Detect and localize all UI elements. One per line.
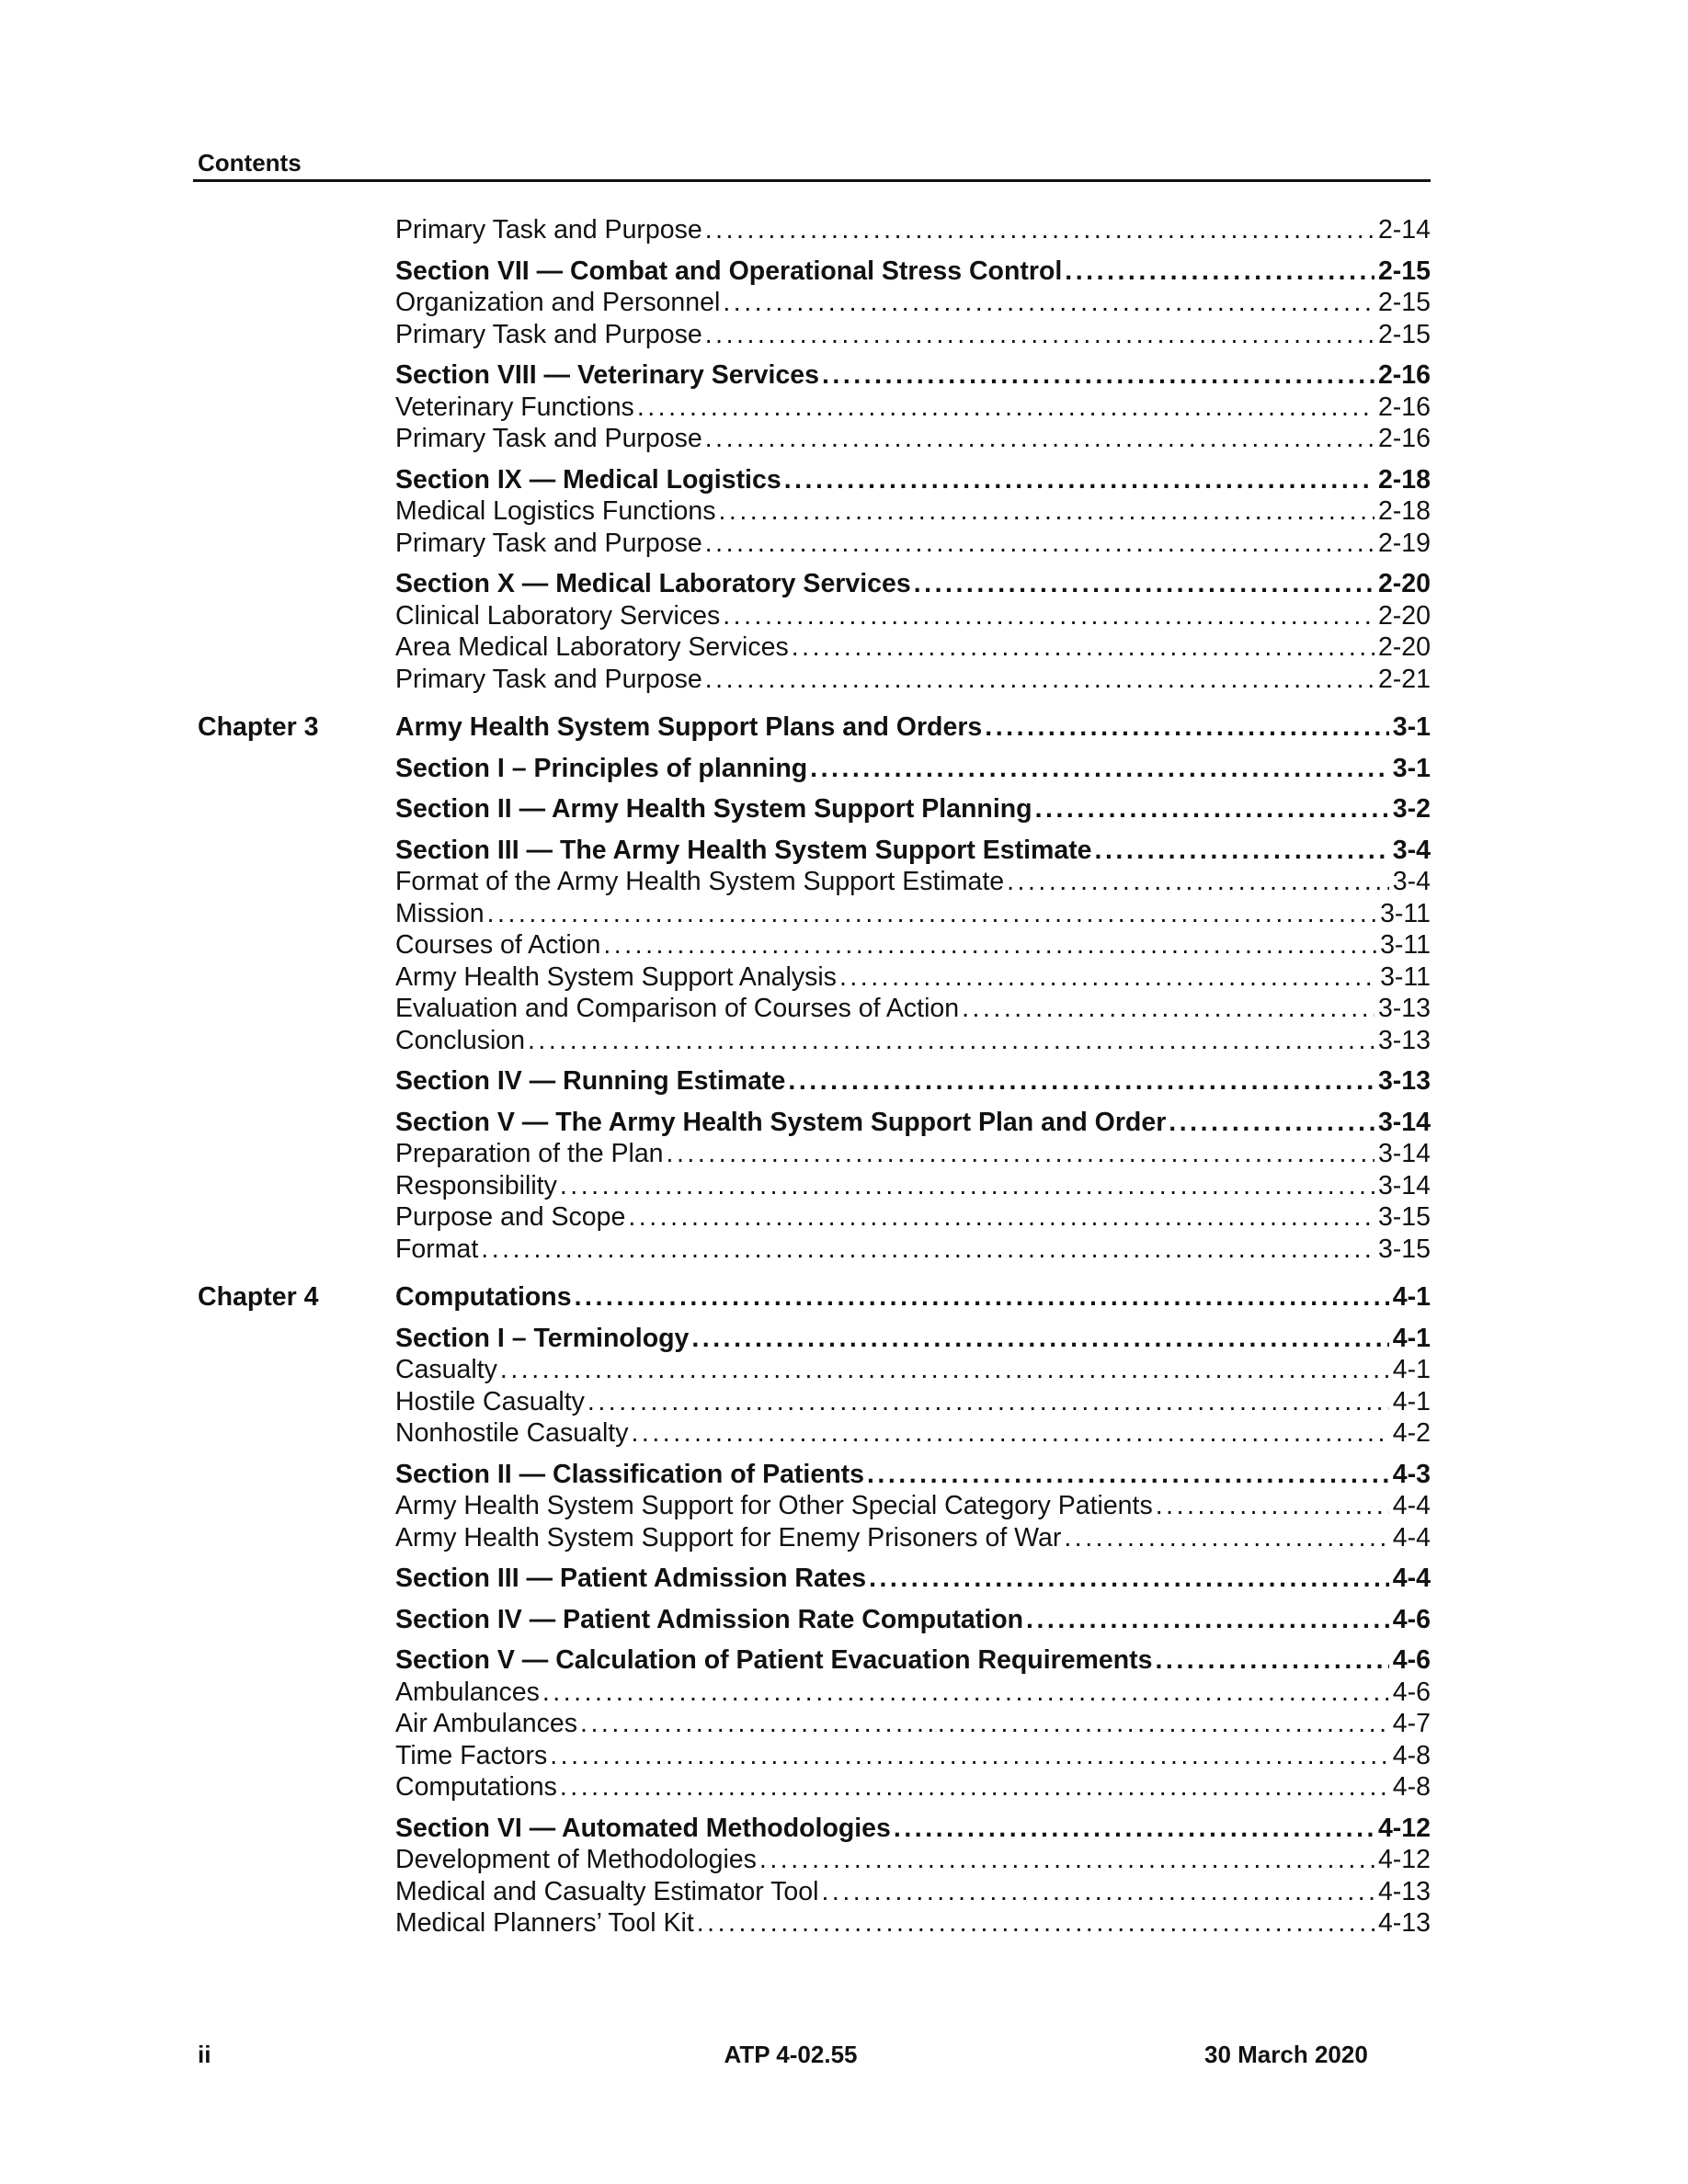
dot-leader [810, 753, 1389, 785]
table-of-contents [0, 214, 1688, 1939]
toc-entry-title: Responsibility [395, 1170, 557, 1200]
toc-entry[interactable] [395, 528, 1431, 560]
dot-leader [1095, 835, 1389, 867]
toc-entry-title: Mission [395, 898, 485, 928]
toc-section-block [0, 1323, 1688, 1450]
toc-entry-title: Computations [395, 1772, 557, 1802]
toc-entry-page: 3-4 [1392, 867, 1431, 896]
toc-entry-page: 2-20 [1377, 632, 1431, 662]
toc-section-block [0, 835, 1688, 1057]
dot-leader [705, 664, 1374, 696]
toc-heading-entry[interactable] [395, 1563, 1431, 1595]
toc-entry-page: 4-8 [1392, 1772, 1431, 1802]
toc-chapter-block [0, 1281, 1688, 1314]
toc-entry-title: Veterinary Functions [395, 392, 634, 422]
toc-entry-page: 3-11 [1380, 930, 1431, 960]
toc-entry-page: 3-1 [1392, 753, 1431, 783]
toc-entry-page: 4-7 [1392, 1709, 1431, 1738]
toc-entry-page: 2-15 [1377, 319, 1431, 349]
toc-entry-title: Section X — Medical Laboratory Services [395, 569, 911, 598]
dot-leader [542, 1677, 1389, 1709]
toc-entry[interactable] [395, 961, 1431, 994]
toc-entry-title: Courses of Action [395, 930, 601, 960]
dot-leader [914, 568, 1374, 600]
toc-entry-title: Section IV — Running Estimate [395, 1066, 786, 1096]
toc-entry-title: Section VIII — Veterinary Services [395, 360, 819, 390]
toc-entry-title: Hostile Casualty [395, 1386, 585, 1416]
dot-leader [487, 898, 1376, 930]
page-header-title: Contents [198, 149, 302, 176]
toc-section-block [0, 793, 1688, 825]
dot-leader [705, 214, 1374, 246]
toc-entry-page: 4-4 [1392, 1564, 1431, 1593]
toc-heading-entry[interactable] [395, 1281, 1431, 1314]
toc-heading-entry[interactable] [395, 793, 1431, 825]
toc-heading-entry[interactable] [395, 1813, 1431, 1845]
toc-entry-page: 2-19 [1377, 528, 1431, 558]
dot-leader [560, 1771, 1389, 1803]
toc-heading-entry[interactable] [395, 1107, 1431, 1139]
toc-entry-page: 4-4 [1392, 1491, 1431, 1520]
toc-entry-page: 2-18 [1377, 464, 1431, 495]
chapter-label: Chapter 4 [198, 1282, 319, 1312]
toc-section-block [0, 256, 1688, 351]
toc-entry-title: Section VI — Automated Methodologies [395, 1813, 891, 1843]
toc-entry-page: 3-14 [1377, 1170, 1431, 1200]
toc-section-block [0, 1813, 1688, 1939]
dot-leader [631, 1417, 1388, 1450]
toc-entry[interactable] [395, 1354, 1431, 1386]
toc-entry-page: 4-13 [1377, 1908, 1431, 1938]
toc-entry[interactable] [395, 1490, 1431, 1522]
toc-entry[interactable] [395, 1844, 1431, 1876]
toc-heading-entry[interactable] [395, 1323, 1431, 1355]
dot-leader [603, 929, 1376, 961]
dot-leader [784, 464, 1374, 496]
toc-entry-title: Computations [395, 1282, 572, 1312]
toc-entry[interactable] [395, 214, 1431, 246]
toc-entry[interactable] [395, 600, 1431, 632]
toc-entry[interactable] [395, 1907, 1431, 1939]
toc-entry[interactable] [395, 1234, 1431, 1266]
toc-entry[interactable] [395, 1417, 1431, 1450]
toc-entry[interactable] [395, 1771, 1431, 1803]
toc-heading-entry[interactable] [395, 1459, 1431, 1491]
toc-entry-page: 2-21 [1377, 664, 1431, 694]
toc-entry-title: Medical Logistics Functions [395, 496, 716, 526]
dot-leader [985, 711, 1389, 744]
toc-entry-title: Army Health System Support for Enemy Prisoners of War [395, 1522, 1062, 1553]
toc-entry-page: 3-11 [1380, 961, 1431, 992]
footer-publication: ATP 4-02.55 [724, 2041, 858, 2068]
toc-heading-entry[interactable] [395, 256, 1431, 288]
toc-entry[interactable] [395, 1708, 1431, 1740]
toc-entry-title: Medical Planners’ Tool Kit [395, 1908, 694, 1938]
dot-leader [637, 392, 1374, 424]
toc-entry-title: Section I – Terminology [395, 1323, 690, 1353]
dot-leader [719, 495, 1374, 528]
toc-entry[interactable] [395, 631, 1431, 664]
toc-entry-page: 2-15 [1377, 256, 1431, 286]
toc-entry-page: 4-12 [1377, 1845, 1431, 1874]
toc-entry-page: 3-14 [1377, 1107, 1431, 1137]
dot-leader [759, 1844, 1374, 1876]
toc-section-block [0, 214, 1688, 246]
toc-entry-title: Primary Task and Purpose [395, 664, 702, 694]
toc-section-block [0, 568, 1688, 695]
toc-entry-title: Development of Methodologies [395, 1845, 757, 1874]
dot-leader [1156, 1644, 1389, 1677]
toc-entry-page: 4-12 [1377, 1813, 1431, 1843]
toc-entry-page: 4-13 [1377, 1876, 1431, 1906]
toc-entry[interactable] [395, 392, 1431, 424]
toc-entry-page: 3-2 [1392, 794, 1431, 824]
toc-entry-title: Section IX — Medical Logistics [395, 464, 781, 495]
dot-leader [839, 961, 1376, 994]
toc-entry[interactable] [395, 495, 1431, 528]
toc-entry-page: 2-18 [1377, 496, 1431, 526]
dot-leader [587, 1386, 1389, 1418]
toc-entry-page: 4-8 [1392, 1740, 1431, 1770]
dot-leader [723, 600, 1374, 632]
toc-entry-page: 3-15 [1377, 1202, 1431, 1232]
header-rule [193, 179, 1431, 182]
toc-section-block [0, 1644, 1688, 1803]
toc-entry-page: 4-1 [1392, 1355, 1431, 1384]
toc-entry-title: Section II — Classification of Patients [395, 1459, 864, 1489]
toc-entry-page: 3-15 [1377, 1234, 1431, 1264]
dot-leader [788, 1065, 1374, 1098]
dot-leader [1169, 1107, 1374, 1139]
dot-leader [962, 993, 1374, 1025]
toc-entry-page: 2-15 [1377, 288, 1431, 317]
toc-entry-page: 2-16 [1377, 360, 1431, 390]
toc-entry-title: Air Ambulances [395, 1709, 578, 1738]
toc-heading-entry[interactable] [395, 568, 1431, 600]
toc-entry-title: Clinical Laboratory Services [395, 600, 721, 631]
toc-entry[interactable] [395, 1386, 1431, 1418]
toc-entry-title: Time Factors [395, 1740, 548, 1770]
footer-page-number: ii [198, 2041, 211, 2068]
toc-entry[interactable] [395, 1740, 1431, 1772]
toc-heading-entry[interactable] [395, 464, 1431, 496]
toc-entry-page: 4-2 [1392, 1418, 1431, 1448]
toc-section-block [0, 1065, 1688, 1098]
toc-entry-title: Section III — Patient Admission Rates [395, 1564, 867, 1593]
dot-leader [867, 1459, 1389, 1491]
toc-entry-page: 3-13 [1377, 1066, 1431, 1096]
dot-leader [528, 1025, 1374, 1057]
toc-entry[interactable] [395, 1201, 1431, 1234]
toc-entry-page: 3-1 [1392, 712, 1431, 742]
toc-entry-title: Primary Task and Purpose [395, 215, 702, 245]
toc-entry-title: Army Health System Support Plans and Orders [395, 712, 983, 742]
toc-entry-page: 2-16 [1377, 392, 1431, 422]
dot-leader [705, 423, 1374, 455]
toc-entry-page: 4-1 [1392, 1282, 1431, 1312]
toc-entry-page: 3-14 [1377, 1139, 1431, 1168]
dot-leader [1035, 793, 1389, 825]
dot-leader [481, 1234, 1374, 1266]
toc-entry-page: 3-4 [1392, 835, 1431, 865]
footer-date: 30 March 2020 [1204, 2041, 1368, 2068]
dot-leader [705, 528, 1374, 560]
toc-entry-title: Nonhostile Casualty [395, 1418, 629, 1448]
toc-entry-title: Medical and Casualty Estimator Tool [395, 1876, 819, 1906]
dot-leader [723, 287, 1374, 319]
toc-entry-page: 3-11 [1380, 898, 1431, 928]
toc-entry-title: Army Health System Support Analysis [395, 961, 837, 992]
toc-heading-entry[interactable] [395, 835, 1431, 867]
toc-entry[interactable] [395, 664, 1431, 696]
dot-leader [550, 1740, 1389, 1772]
toc-entry[interactable] [395, 993, 1431, 1025]
toc-entry[interactable] [395, 1138, 1431, 1170]
dot-leader [691, 1323, 1388, 1355]
dot-leader [697, 1907, 1374, 1939]
toc-entry-title: Area Medical Laboratory Services [395, 632, 789, 662]
toc-entry-page: 4-3 [1392, 1459, 1431, 1489]
toc-heading-entry[interactable] [395, 359, 1431, 392]
toc-section-block [0, 1604, 1688, 1636]
toc-entry[interactable] [395, 1170, 1431, 1202]
toc-entry-page: 4-4 [1392, 1522, 1431, 1553]
toc-entry-title: Format of the Army Health System Support Estimate [395, 867, 1005, 896]
toc-heading-entry[interactable] [395, 711, 1431, 744]
toc-entry[interactable] [395, 287, 1431, 319]
toc-entry[interactable] [395, 1522, 1431, 1554]
dot-leader [1026, 1604, 1389, 1636]
toc-heading-entry[interactable] [395, 1604, 1431, 1636]
toc-entry-page: 2-20 [1377, 569, 1431, 598]
toc-entry-title: Section I – Principles of planning [395, 753, 808, 783]
toc-chapter-block [0, 711, 1688, 744]
toc-entry-page: 2-16 [1377, 424, 1431, 453]
toc-heading-entry[interactable] [395, 1644, 1431, 1677]
dot-leader [575, 1281, 1389, 1314]
toc-entry-title: Evaluation and Comparison of Courses of Action [395, 994, 960, 1023]
dot-leader [792, 631, 1374, 664]
toc-entry-title: Army Health System Support for Other Special Category Patients [395, 1491, 1153, 1520]
toc-section-block [0, 1459, 1688, 1554]
toc-entry[interactable] [395, 929, 1431, 961]
toc-heading-entry[interactable] [395, 1065, 1431, 1098]
toc-entry-title: Section II — Army Health System Support Planning [395, 794, 1032, 824]
toc-entry-page: 4-1 [1392, 1323, 1431, 1353]
toc-entry-title: Primary Task and Purpose [395, 424, 702, 453]
dot-leader [821, 1876, 1374, 1908]
toc-entry-page: 4-1 [1392, 1386, 1431, 1416]
toc-entry-title: Format [395, 1234, 479, 1264]
dot-leader [1156, 1490, 1389, 1522]
chapter-label: Chapter 3 [198, 712, 319, 742]
dot-leader [667, 1138, 1374, 1170]
dot-leader [500, 1354, 1389, 1386]
dot-leader [1064, 1522, 1388, 1554]
dot-leader [1007, 866, 1389, 898]
toc-entry-title: Section V — The Army Health System Support Plan and Order [395, 1107, 1167, 1137]
dot-leader [1065, 256, 1374, 288]
toc-entry-title: Conclusion [395, 1025, 525, 1055]
dot-leader [580, 1708, 1389, 1740]
toc-section-block [0, 1563, 1688, 1595]
toc-entry-title: Section VII — Combat and Operational Stress Control [395, 256, 1063, 286]
dot-leader [560, 1170, 1374, 1202]
toc-entry-title: Section III — The Army Health System Support Estimate [395, 835, 1092, 865]
dot-leader [869, 1563, 1389, 1595]
toc-heading-entry[interactable] [395, 753, 1431, 785]
toc-entry[interactable] [395, 1677, 1431, 1709]
toc-entry-title: Purpose and Scope [395, 1202, 626, 1232]
toc-entry-title: Casualty [395, 1355, 497, 1384]
dot-leader [705, 319, 1374, 351]
toc-entry[interactable] [395, 319, 1431, 351]
toc-entry-title: Primary Task and Purpose [395, 528, 702, 558]
toc-section-block [0, 359, 1688, 455]
toc-entry-title: Organization and Personnel [395, 288, 721, 317]
toc-entry[interactable] [395, 898, 1431, 930]
toc-section-block [0, 1107, 1688, 1266]
toc-entry-page: 3-13 [1377, 994, 1431, 1023]
toc-entry[interactable] [395, 866, 1431, 898]
toc-entry[interactable] [395, 423, 1431, 455]
toc-entry-title: Primary Task and Purpose [395, 319, 702, 349]
toc-entry[interactable] [395, 1876, 1431, 1908]
dot-leader [628, 1201, 1374, 1234]
toc-entry-title: Ambulances [395, 1677, 540, 1707]
toc-entry-page: 2-20 [1377, 600, 1431, 631]
toc-entry-page: 4-6 [1392, 1677, 1431, 1707]
toc-entry[interactable] [395, 1025, 1431, 1057]
toc-entry-page: 4-6 [1392, 1604, 1431, 1634]
toc-entry-page: 4-6 [1392, 1645, 1431, 1675]
toc-entry-page: 3-13 [1377, 1025, 1431, 1055]
toc-entry-title: Section IV — Patient Admission Rate Computation [395, 1604, 1024, 1634]
toc-section-block [0, 753, 1688, 785]
dot-leader [822, 359, 1374, 392]
toc-entry-title: Preparation of the Plan [395, 1139, 664, 1168]
toc-entry-page: 2-14 [1377, 215, 1431, 245]
toc-section-block [0, 464, 1688, 560]
toc-entry-title: Section V — Calculation of Patient Evacuation Requirements [395, 1645, 1153, 1675]
dot-leader [894, 1813, 1374, 1845]
